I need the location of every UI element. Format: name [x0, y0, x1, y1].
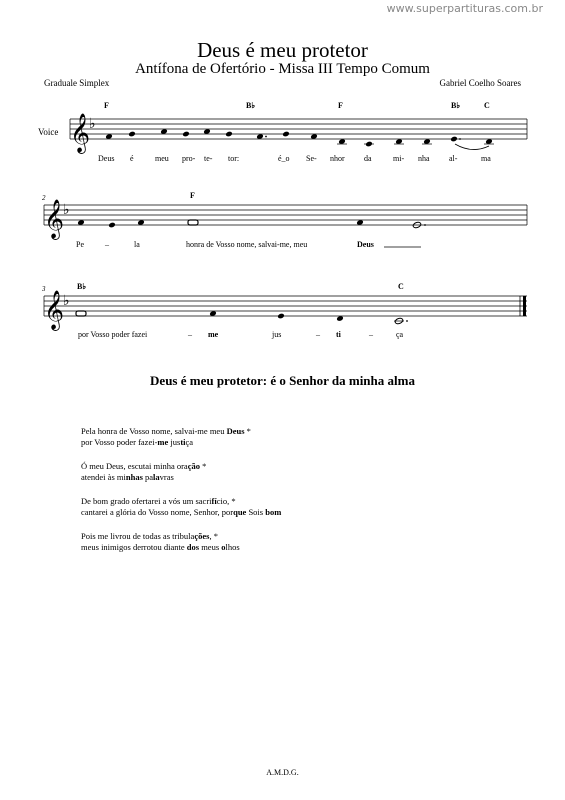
lyric-syllable: pro- [182, 154, 196, 163]
staff-lines [44, 205, 527, 225]
verse-line [81, 507, 281, 518]
lyric-syllable: – [188, 330, 192, 339]
chord-symbol: C [484, 101, 490, 110]
verse-text: jus [168, 437, 181, 447]
page-subtitle: Antífona de Ofertório - Missa III Tempo Comum [135, 61, 430, 77]
treble-clef-icon: 𝄞 [44, 290, 65, 330]
chord-symbol: F [338, 101, 343, 110]
lyric-syllable: meu [155, 154, 169, 163]
lyric-syllable: Pe [76, 240, 84, 249]
verse-4 [81, 531, 240, 553]
lyric-syllable: al- [449, 154, 458, 163]
verse-accent-syllable: bom [265, 507, 282, 517]
refrain-heading: Deus é meu protetor: é o Senhor da minha alma [150, 373, 415, 388]
lyric-syllable: te- [204, 154, 213, 163]
instrument-label: Voice [38, 127, 59, 137]
note [128, 131, 136, 138]
verse-1 [81, 426, 251, 448]
verse-text: Pela honra de Vosso nome, salvai-me meu [81, 426, 227, 436]
lyric-syllable: nhor [330, 154, 345, 163]
lyric-syllable: ma [481, 154, 491, 163]
verse-text: cantarei a glória do Vosso nome, Senhor, por [81, 507, 234, 517]
verse-line [81, 496, 281, 507]
verse-text: lhos [225, 542, 240, 552]
verse-text: Pois me livrou de todas as tribula [81, 531, 195, 541]
verse-text: Ó meu Deus, escutai minha ora [81, 461, 188, 471]
chord-symbol: F [190, 191, 195, 200]
lyric-syllable: por Vosso poder fazei [78, 330, 148, 339]
note [450, 136, 458, 143]
staff-lines [44, 296, 527, 316]
lyric-syllable: honra de Vosso nome, salvai-me, meu [186, 240, 308, 249]
verse-accent-syllable: nhas [125, 472, 143, 482]
note [277, 313, 285, 320]
chord-symbols [104, 101, 490, 110]
final-barline-thick [523, 296, 526, 316]
footer-text: A.M.D.G. [266, 768, 299, 777]
chord-symbol: C [398, 282, 404, 291]
watermark: www.superpartituras.com.br [386, 2, 543, 15]
verse-text: vras [159, 472, 174, 482]
note [225, 131, 233, 138]
breve-note [188, 220, 198, 225]
lyric-syllable: me [208, 330, 219, 339]
lyric-syllable: tor: [228, 154, 240, 163]
verse-line [81, 472, 206, 483]
slur [455, 144, 489, 150]
source-label: Graduale Simplex [44, 78, 110, 88]
treble-clef-icon: 𝄞 [44, 199, 65, 239]
chord-symbol: B♭ [451, 101, 461, 110]
verse-text: ça [185, 437, 194, 447]
lyric-syllable: ti [336, 330, 341, 339]
flat-key-signature-icon: ♭ [63, 293, 70, 309]
notes [77, 219, 426, 228]
verse-accent-syllable: Deus [226, 426, 245, 436]
chord-symbol: B♭ [246, 101, 256, 110]
measure-number: 3 [42, 285, 46, 293]
chord-symbol: F [104, 101, 109, 110]
lyrics-line [78, 330, 404, 339]
verse-accent-syllable: que [233, 507, 247, 517]
lyric-syllable: la [134, 240, 140, 249]
lyric-syllable: – [369, 330, 373, 339]
lyric-syllable: mi- [393, 154, 405, 163]
lyric-syllable: Deus [98, 154, 115, 163]
verse-line [81, 542, 240, 553]
verse-text: atendei às mi [81, 472, 126, 482]
flat-key-signature-icon: ♭ [89, 116, 96, 132]
verse-text: cio, * [216, 496, 236, 506]
verse-text: * [244, 426, 251, 436]
lyric-syllable: Se- [306, 154, 317, 163]
lyric-syllable: jus [272, 330, 282, 339]
verse-accent-syllable: me [157, 437, 169, 447]
lyric-syllable: – [316, 330, 320, 339]
notes [105, 128, 493, 147]
lyrics-line [98, 154, 491, 163]
chord-symbol: B♭ [77, 282, 87, 291]
verse-accent-syllable: fí [211, 496, 217, 506]
breve-note [76, 311, 86, 316]
lyric-syllable: é [130, 154, 134, 163]
staff-system-3 [0, 278, 565, 348]
verse-text: , * [209, 531, 218, 541]
verse-text: De bom grado ofertarei a vós um sacri [81, 496, 212, 506]
verse-accent-syllable: la [153, 472, 160, 482]
lyric-syllable: nha [418, 154, 430, 163]
verse-text: pa [142, 472, 154, 482]
lyrics-line [76, 240, 374, 249]
notes [76, 310, 408, 324]
note [108, 222, 116, 229]
verse-accent-syllable: ti [180, 437, 186, 447]
verse-line [81, 437, 251, 448]
verse-text: * [199, 461, 207, 471]
verse-line [81, 426, 251, 437]
verse-text: meus inimigos derrotou diante [81, 542, 187, 552]
flat-key-signature-icon: ♭ [63, 202, 70, 218]
verse-accent-syllable: ção [187, 461, 200, 471]
verse-text: por Vosso poder fazei- [81, 437, 158, 447]
lyric-syllable: é_o [278, 154, 290, 163]
verse-2 [81, 461, 206, 483]
verse-3 [81, 496, 281, 518]
verse-line [81, 531, 240, 542]
staff-system-2 [0, 187, 565, 257]
verse-accent-syllable: ções [194, 531, 210, 541]
lyric-syllable: Deus [357, 240, 374, 249]
treble-clef-icon: 𝄞 [70, 113, 91, 153]
page-title: Deus é meu protetor [197, 38, 368, 62]
verse-accent-syllable: dos [186, 542, 200, 552]
verse-line [81, 461, 206, 472]
note [182, 131, 190, 138]
verse-text: meus [199, 542, 222, 552]
lyric-syllable: da [364, 154, 372, 163]
verse-text: Sois [246, 507, 266, 517]
verse-accent-syllable: o [221, 542, 226, 552]
lyric-syllable: ça [396, 330, 404, 339]
note [282, 131, 290, 138]
composer-label: Gabriel Coelho Soares [439, 78, 521, 88]
staff-lines [70, 119, 527, 139]
staff-system-1 [0, 95, 565, 175]
measure-number: 2 [42, 194, 46, 202]
lyric-syllable: – [105, 240, 109, 249]
